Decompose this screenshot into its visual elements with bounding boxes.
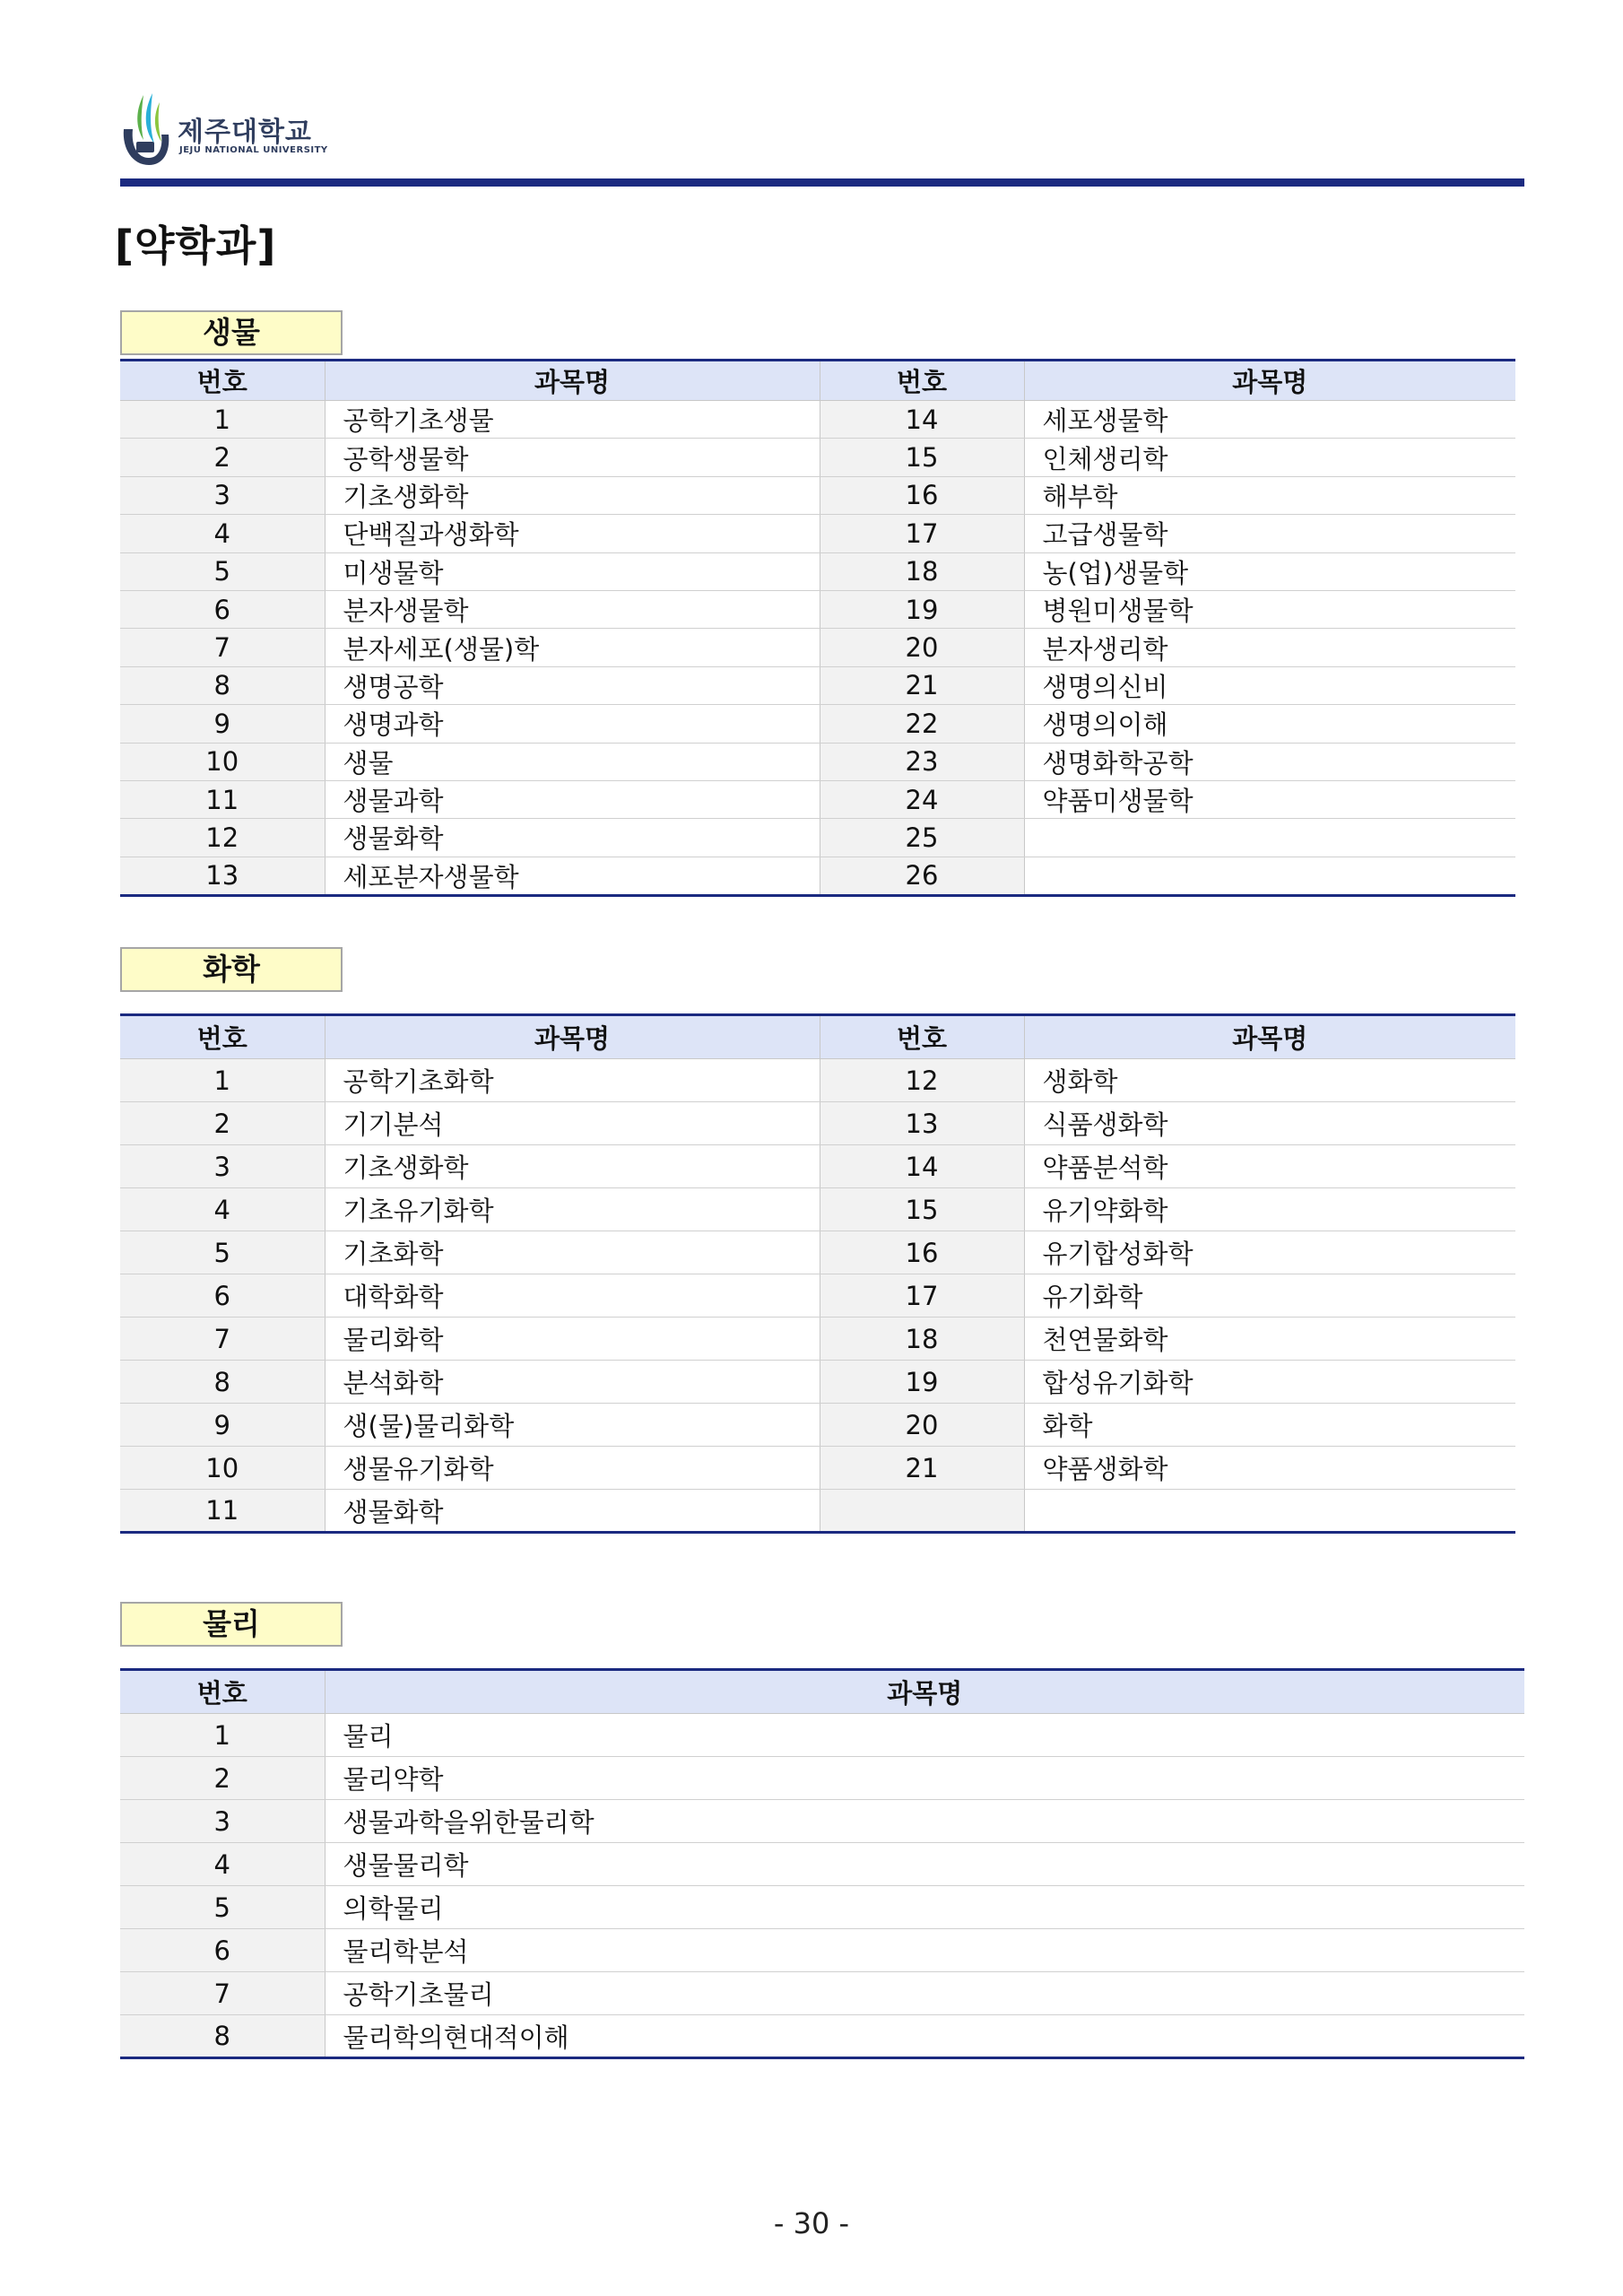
course-number-cell: 8 (120, 666, 325, 704)
course-name-cell: 물리학의현대적이해 (325, 2015, 1524, 2058)
table-row (120, 1447, 1515, 1490)
column-header-course-name: 과목명 (1024, 361, 1515, 401)
course-number-cell: 6 (120, 1274, 325, 1318)
course-name-cell: 의학물리 (325, 1886, 1524, 1929)
course-number-cell: 5 (120, 552, 325, 590)
course-number-cell: 7 (120, 1972, 325, 2015)
table-row (120, 705, 1515, 743)
course-name-cell: 세포분자생물학 (325, 857, 820, 895)
course-name-cell: 식품생화학 (1024, 1102, 1515, 1145)
course-name-cell: 생물물리학 (325, 1843, 1524, 1886)
page-heading: [약학과] (115, 222, 277, 270)
course-name-cell: 물리약학 (325, 1757, 1524, 1800)
course-number-cell: 24 (820, 780, 1024, 818)
course-number-cell: 7 (120, 629, 325, 666)
table-header-row (120, 361, 1515, 401)
table-row (120, 1188, 1515, 1231)
column-header-number: 번호 (120, 1670, 325, 1714)
course-name-cell: 미생물학 (325, 552, 820, 590)
course-number-cell: 26 (820, 857, 1024, 895)
chemistry-table (120, 1013, 1515, 1534)
course-name-cell: 공학기초물리 (325, 1972, 1524, 2015)
course-name-cell: 분석화학 (325, 1361, 820, 1404)
table-row (120, 439, 1515, 476)
table-row (120, 819, 1515, 857)
course-number-cell: 17 (820, 1274, 1024, 1318)
course-name-cell: 대학화학 (325, 1274, 820, 1318)
table-row (120, 1490, 1515, 1533)
course-name-cell: 기초생화학 (325, 476, 820, 514)
course-name-cell: 생명과학 (325, 705, 820, 743)
course-name-cell: 합성유기화학 (1024, 1361, 1515, 1404)
table-row (120, 1102, 1515, 1145)
course-name-cell: 생물화학 (325, 1490, 820, 1533)
course-name-cell: 천연물화학 (1024, 1318, 1515, 1361)
course-number-cell: 10 (120, 1447, 325, 1490)
table-header-row (120, 1670, 1524, 1714)
course-name-cell: 인체생리학 (1024, 439, 1515, 476)
column-header-course-name: 과목명 (1024, 1015, 1515, 1059)
university-emblem-icon (117, 90, 176, 170)
course-number-cell: 8 (120, 2015, 325, 2058)
course-number-cell: 21 (820, 1447, 1024, 1490)
course-number-cell: 2 (120, 1102, 325, 1145)
course-number-cell: 4 (120, 515, 325, 552)
column-header-number: 번호 (820, 361, 1024, 401)
course-number-cell: 3 (120, 476, 325, 514)
course-name-cell: 생명의이해 (1024, 705, 1515, 743)
course-number-cell: 3 (120, 1800, 325, 1843)
table-row (120, 476, 1515, 514)
course-name-cell: 분자세포(생물)학 (325, 629, 820, 666)
table-row (120, 590, 1515, 628)
course-number-cell: 22 (820, 705, 1024, 743)
course-name-cell: 생물화학 (325, 819, 820, 857)
course-number-cell: 4 (120, 1843, 325, 1886)
table-row (120, 1145, 1515, 1188)
table-row (120, 1886, 1524, 1929)
course-number-cell: 12 (820, 1059, 1024, 1102)
table-row (120, 1800, 1524, 1843)
table-row (120, 1059, 1515, 1102)
biology-table (120, 359, 1515, 897)
course-name-cell: 생명화학공학 (1024, 743, 1515, 780)
course-number-cell: 18 (820, 1318, 1024, 1361)
table-row (120, 857, 1515, 895)
course-number-cell: 14 (820, 401, 1024, 439)
table-row (120, 666, 1515, 704)
table-row (120, 401, 1515, 439)
table-row (120, 780, 1515, 818)
course-name-cell: 생명공학 (325, 666, 820, 704)
table-row (120, 743, 1515, 780)
table-row (120, 1757, 1524, 1800)
course-number-cell: 11 (120, 1490, 325, 1533)
column-header-course-name: 과목명 (325, 361, 820, 401)
course-number-cell: 17 (820, 515, 1024, 552)
course-name-cell: 약품분석학 (1024, 1145, 1515, 1188)
course-number-cell: 5 (120, 1886, 325, 1929)
course-number-cell: 20 (820, 1404, 1024, 1447)
course-name-cell: 유기합성화학 (1024, 1231, 1515, 1274)
course-number-cell: 2 (120, 1757, 325, 1800)
course-name-cell: 단백질과생화학 (325, 515, 820, 552)
university-name-english: JEJU NATIONAL UNIVERSITY (179, 145, 328, 155)
course-number-cell: 1 (120, 1059, 325, 1102)
course-number-cell: 16 (820, 476, 1024, 514)
course-number-cell (820, 1490, 1024, 1533)
course-name-cell: 농(업)생물학 (1024, 552, 1515, 590)
course-name-cell: 해부학 (1024, 476, 1515, 514)
table-row (120, 1404, 1515, 1447)
page-number: - 30 - (773, 2206, 850, 2240)
course-number-cell: 15 (820, 1188, 1024, 1231)
course-name-cell: 생(물)물리화학 (325, 1404, 820, 1447)
course-name-cell: 생물유기화학 (325, 1447, 820, 1490)
course-name-cell: 고급생물학 (1024, 515, 1515, 552)
table-row (120, 515, 1515, 552)
course-name-cell: 생명의신비 (1024, 666, 1515, 704)
course-name-cell: 유기화학 (1024, 1274, 1515, 1318)
course-name-cell: 기초화학 (325, 1231, 820, 1274)
course-name-cell: 공학기초생물 (325, 401, 820, 439)
course-name-cell: 약품미생물학 (1024, 780, 1515, 818)
course-name-cell (1024, 1490, 1515, 1533)
table-row (120, 1361, 1515, 1404)
course-name-cell: 물리 (325, 1714, 1524, 1757)
course-number-cell: 19 (820, 590, 1024, 628)
course-number-cell: 19 (820, 1361, 1024, 1404)
course-name-cell: 병원미생물학 (1024, 590, 1515, 628)
course-number-cell: 10 (120, 743, 325, 780)
course-number-cell: 9 (120, 705, 325, 743)
course-number-cell: 8 (120, 1361, 325, 1404)
course-name-cell: 기초생화학 (325, 1145, 820, 1188)
course-number-cell: 5 (120, 1231, 325, 1274)
course-name-cell (1024, 857, 1515, 895)
course-name-cell: 분자생물학 (325, 590, 820, 628)
column-header-number: 번호 (120, 361, 325, 401)
course-number-cell: 13 (120, 857, 325, 895)
column-header-number: 번호 (820, 1015, 1024, 1059)
course-name-cell: 약품생화학 (1024, 1447, 1515, 1490)
section-label-biology: 생물 (120, 310, 343, 355)
course-name-cell: 물리화학 (325, 1318, 820, 1361)
course-number-cell: 9 (120, 1404, 325, 1447)
course-number-cell: 11 (120, 780, 325, 818)
course-name-cell: 생물과학 (325, 780, 820, 818)
course-name-cell: 생물과학을위한물리학 (325, 1800, 1524, 1843)
table-row (120, 1231, 1515, 1274)
course-name-cell (1024, 819, 1515, 857)
course-number-cell: 3 (120, 1145, 325, 1188)
table-header-row (120, 1015, 1515, 1059)
section-label-physics: 물리 (120, 1602, 343, 1647)
course-name-cell: 생물 (325, 743, 820, 780)
course-name-cell: 화학 (1024, 1404, 1515, 1447)
column-header-course-name: 과목명 (325, 1015, 820, 1059)
column-header-number: 번호 (120, 1015, 325, 1059)
course-number-cell: 6 (120, 590, 325, 628)
course-number-cell: 25 (820, 819, 1024, 857)
table-row (120, 629, 1515, 666)
table-row (120, 2015, 1524, 2058)
table-row (120, 1318, 1515, 1361)
course-name-cell: 세포생물학 (1024, 401, 1515, 439)
course-name-cell: 기초유기화학 (325, 1188, 820, 1231)
course-number-cell: 18 (820, 552, 1024, 590)
table-row (120, 552, 1515, 590)
course-number-cell: 23 (820, 743, 1024, 780)
course-number-cell: 1 (120, 1714, 325, 1757)
section-label-chemistry: 화학 (120, 947, 343, 992)
course-name-cell: 물리학분석 (325, 1929, 1524, 1972)
course-name-cell: 공학기초화학 (325, 1059, 820, 1102)
table-row (120, 1843, 1524, 1886)
course-name-cell: 기기분석 (325, 1102, 820, 1145)
header-rule (120, 178, 1524, 187)
course-name-cell: 공학생물학 (325, 439, 820, 476)
table-row (120, 1274, 1515, 1318)
course-name-cell: 유기약화학 (1024, 1188, 1515, 1231)
course-number-cell: 12 (120, 819, 325, 857)
course-name-cell: 생화학 (1024, 1059, 1515, 1102)
university-name: 제주대학교 (178, 117, 312, 148)
table-row (120, 1972, 1524, 2015)
table-row (120, 1714, 1524, 1757)
course-number-cell: 14 (820, 1145, 1024, 1188)
course-name-cell: 분자생리학 (1024, 629, 1515, 666)
course-number-cell: 15 (820, 439, 1024, 476)
course-number-cell: 7 (120, 1318, 325, 1361)
physics-table (120, 1668, 1524, 2059)
course-number-cell: 6 (120, 1929, 325, 1972)
course-number-cell: 21 (820, 666, 1024, 704)
course-number-cell: 16 (820, 1231, 1024, 1274)
course-number-cell: 20 (820, 629, 1024, 666)
column-header-course-name: 과목명 (325, 1670, 1524, 1714)
course-number-cell: 1 (120, 401, 325, 439)
university-logo (117, 90, 328, 170)
course-number-cell: 2 (120, 439, 325, 476)
table-row (120, 1929, 1524, 1972)
course-number-cell: 4 (120, 1188, 325, 1231)
course-number-cell: 13 (820, 1102, 1024, 1145)
